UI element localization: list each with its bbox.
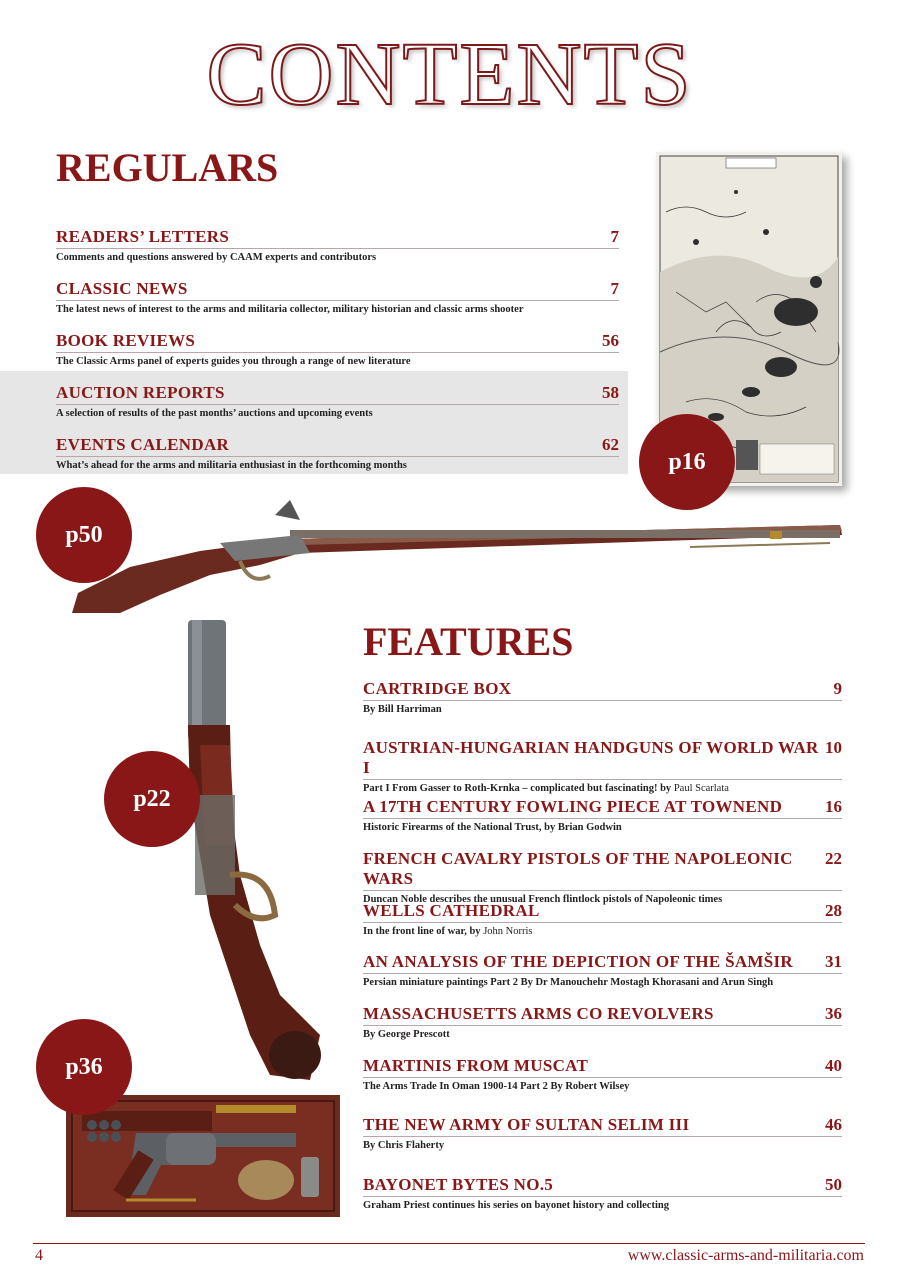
entry-description: Comments and questions answered by CAAM experts and contributors — [56, 252, 377, 263]
entry-description: The latest news of interest to the arms and militaria collector, military historian and classic arms shooter — [56, 304, 524, 315]
entry-title: FRENCH CAVALRY PISTOLS OF THE NAPOLEONIC WARS — [363, 849, 793, 888]
entry-page: 62 — [602, 435, 619, 454]
page-badge-p36[interactable]: p36 — [36, 1019, 132, 1115]
entry-page: 28 — [825, 901, 842, 920]
regular-entry[interactable] — [56, 331, 619, 367]
entry-title: A 17TH CENTURY FOWLING PIECE AT TOWNEND — [363, 797, 783, 816]
page-number: 4 — [35, 1247, 43, 1264]
feature-entry[interactable] — [363, 952, 842, 988]
entry-page: 7 — [610, 227, 619, 246]
flintlock-musket-image — [60, 495, 850, 615]
page-badge-p22[interactable]: p22 — [104, 751, 200, 847]
page-badge-p16[interactable]: p16 — [639, 414, 735, 510]
entry-page: 58 — [602, 383, 619, 402]
feature-entry[interactable] — [363, 849, 842, 905]
entry-page: 9 — [833, 679, 842, 698]
website-link[interactable]: www.classic-arms-and-militaria.com — [627, 1247, 864, 1264]
regular-entry[interactable] — [56, 383, 619, 419]
entry-title: WELLS CATHEDRAL — [363, 901, 540, 920]
feature-entry[interactable] — [363, 901, 842, 937]
cased-revolver-image — [66, 1095, 340, 1217]
entry-page: 40 — [825, 1056, 842, 1075]
footer-rule — [33, 1243, 865, 1244]
entry-title: AN ANALYSIS OF THE DEPICTION OF THE ŠAMŠIR — [363, 952, 793, 971]
entry-description: Persian miniature paintings Part 2 By Dr Manouchehr Mostagh Khorasani and Arun Singh — [363, 977, 774, 988]
entry-title: CLASSIC NEWS — [56, 279, 188, 298]
page-badge-p50[interactable]: p50 — [36, 487, 132, 583]
entry-page: 46 — [825, 1115, 842, 1134]
entry-title: CARTRIDGE BOX — [363, 679, 512, 698]
feature-entry[interactable] — [363, 1056, 842, 1092]
entry-title: BOOK REVIEWS — [56, 331, 196, 350]
feature-entry[interactable] — [363, 1004, 842, 1040]
entry-title: READERS’ LETTERS — [56, 227, 230, 246]
entry-title: BAYONET BYTES NO.5 — [363, 1175, 554, 1194]
entry-title: EVENTS CALENDAR — [56, 435, 230, 454]
entry-title: AUCTION REPORTS — [56, 383, 225, 402]
feature-entry[interactable] — [363, 738, 842, 794]
feature-entry[interactable] — [363, 679, 842, 715]
entry-page: 50 — [825, 1175, 842, 1194]
entry-description: The Arms Trade In Oman 1900-14 Part 2 By Robert Wilsey — [363, 1081, 630, 1092]
entry-page: 7 — [610, 279, 619, 298]
entry-page: 36 — [825, 1004, 842, 1023]
feature-entry[interactable] — [363, 797, 842, 833]
entry-description: Graham Priest continues his series on bayonet history and collecting — [363, 1200, 669, 1211]
entry-description: Part I From Gasser to Roth-Krnka – complicated but fascinating! by Paul Scarlata — [363, 783, 729, 794]
entry-page: 56 — [602, 331, 619, 350]
entry-title: MASSACHUSETTS ARMS CO REVOLVERS — [363, 1004, 714, 1023]
regular-entry[interactable] — [56, 227, 619, 263]
entry-description: Historic Firearms of the National Trust, by Brian Godwin — [363, 822, 622, 833]
entry-description: Duncan Noble describes the unusual French flintlock pistols of Napoleonic times — [363, 894, 723, 905]
regular-entry[interactable] — [56, 435, 619, 471]
entry-description: By Bill Harriman — [363, 704, 442, 715]
entry-title: AUSTRIAN-HUNGARIAN HANDGUNS OF WORLD WAR I — [363, 738, 819, 777]
page-title: CONTENTS — [206, 25, 693, 124]
entry-description: By George Prescott — [363, 1029, 450, 1040]
feature-entry[interactable] — [363, 1175, 842, 1211]
feature-entry[interactable] — [363, 1115, 842, 1151]
entry-description: A selection of results of the past months’ auctions and upcoming events — [56, 408, 373, 419]
entry-description: In the front line of war, by John Norris — [363, 926, 533, 937]
entry-description: The Classic Arms panel of experts guides you through a range of new literature — [56, 356, 411, 367]
entry-description: What’s ahead for the arms and militaria enthusiast in the forthcoming months — [56, 460, 407, 471]
entry-page: 16 — [825, 797, 842, 816]
entry-page: 31 — [825, 952, 842, 971]
entry-page: 10 — [825, 738, 842, 757]
entry-title: THE NEW ARMY OF SULTAN SELIM III — [363, 1115, 690, 1134]
entry-page: 22 — [825, 849, 842, 868]
regular-entry[interactable] — [56, 279, 619, 315]
flintlock-pistol-image — [160, 615, 320, 1085]
entry-title: MARTINIS FROM MUSCAT — [363, 1056, 589, 1075]
entry-description: By Chris Flaherty — [363, 1140, 445, 1151]
features-heading: FEATURES — [363, 619, 574, 664]
regulars-heading: REGULARS — [56, 145, 279, 190]
